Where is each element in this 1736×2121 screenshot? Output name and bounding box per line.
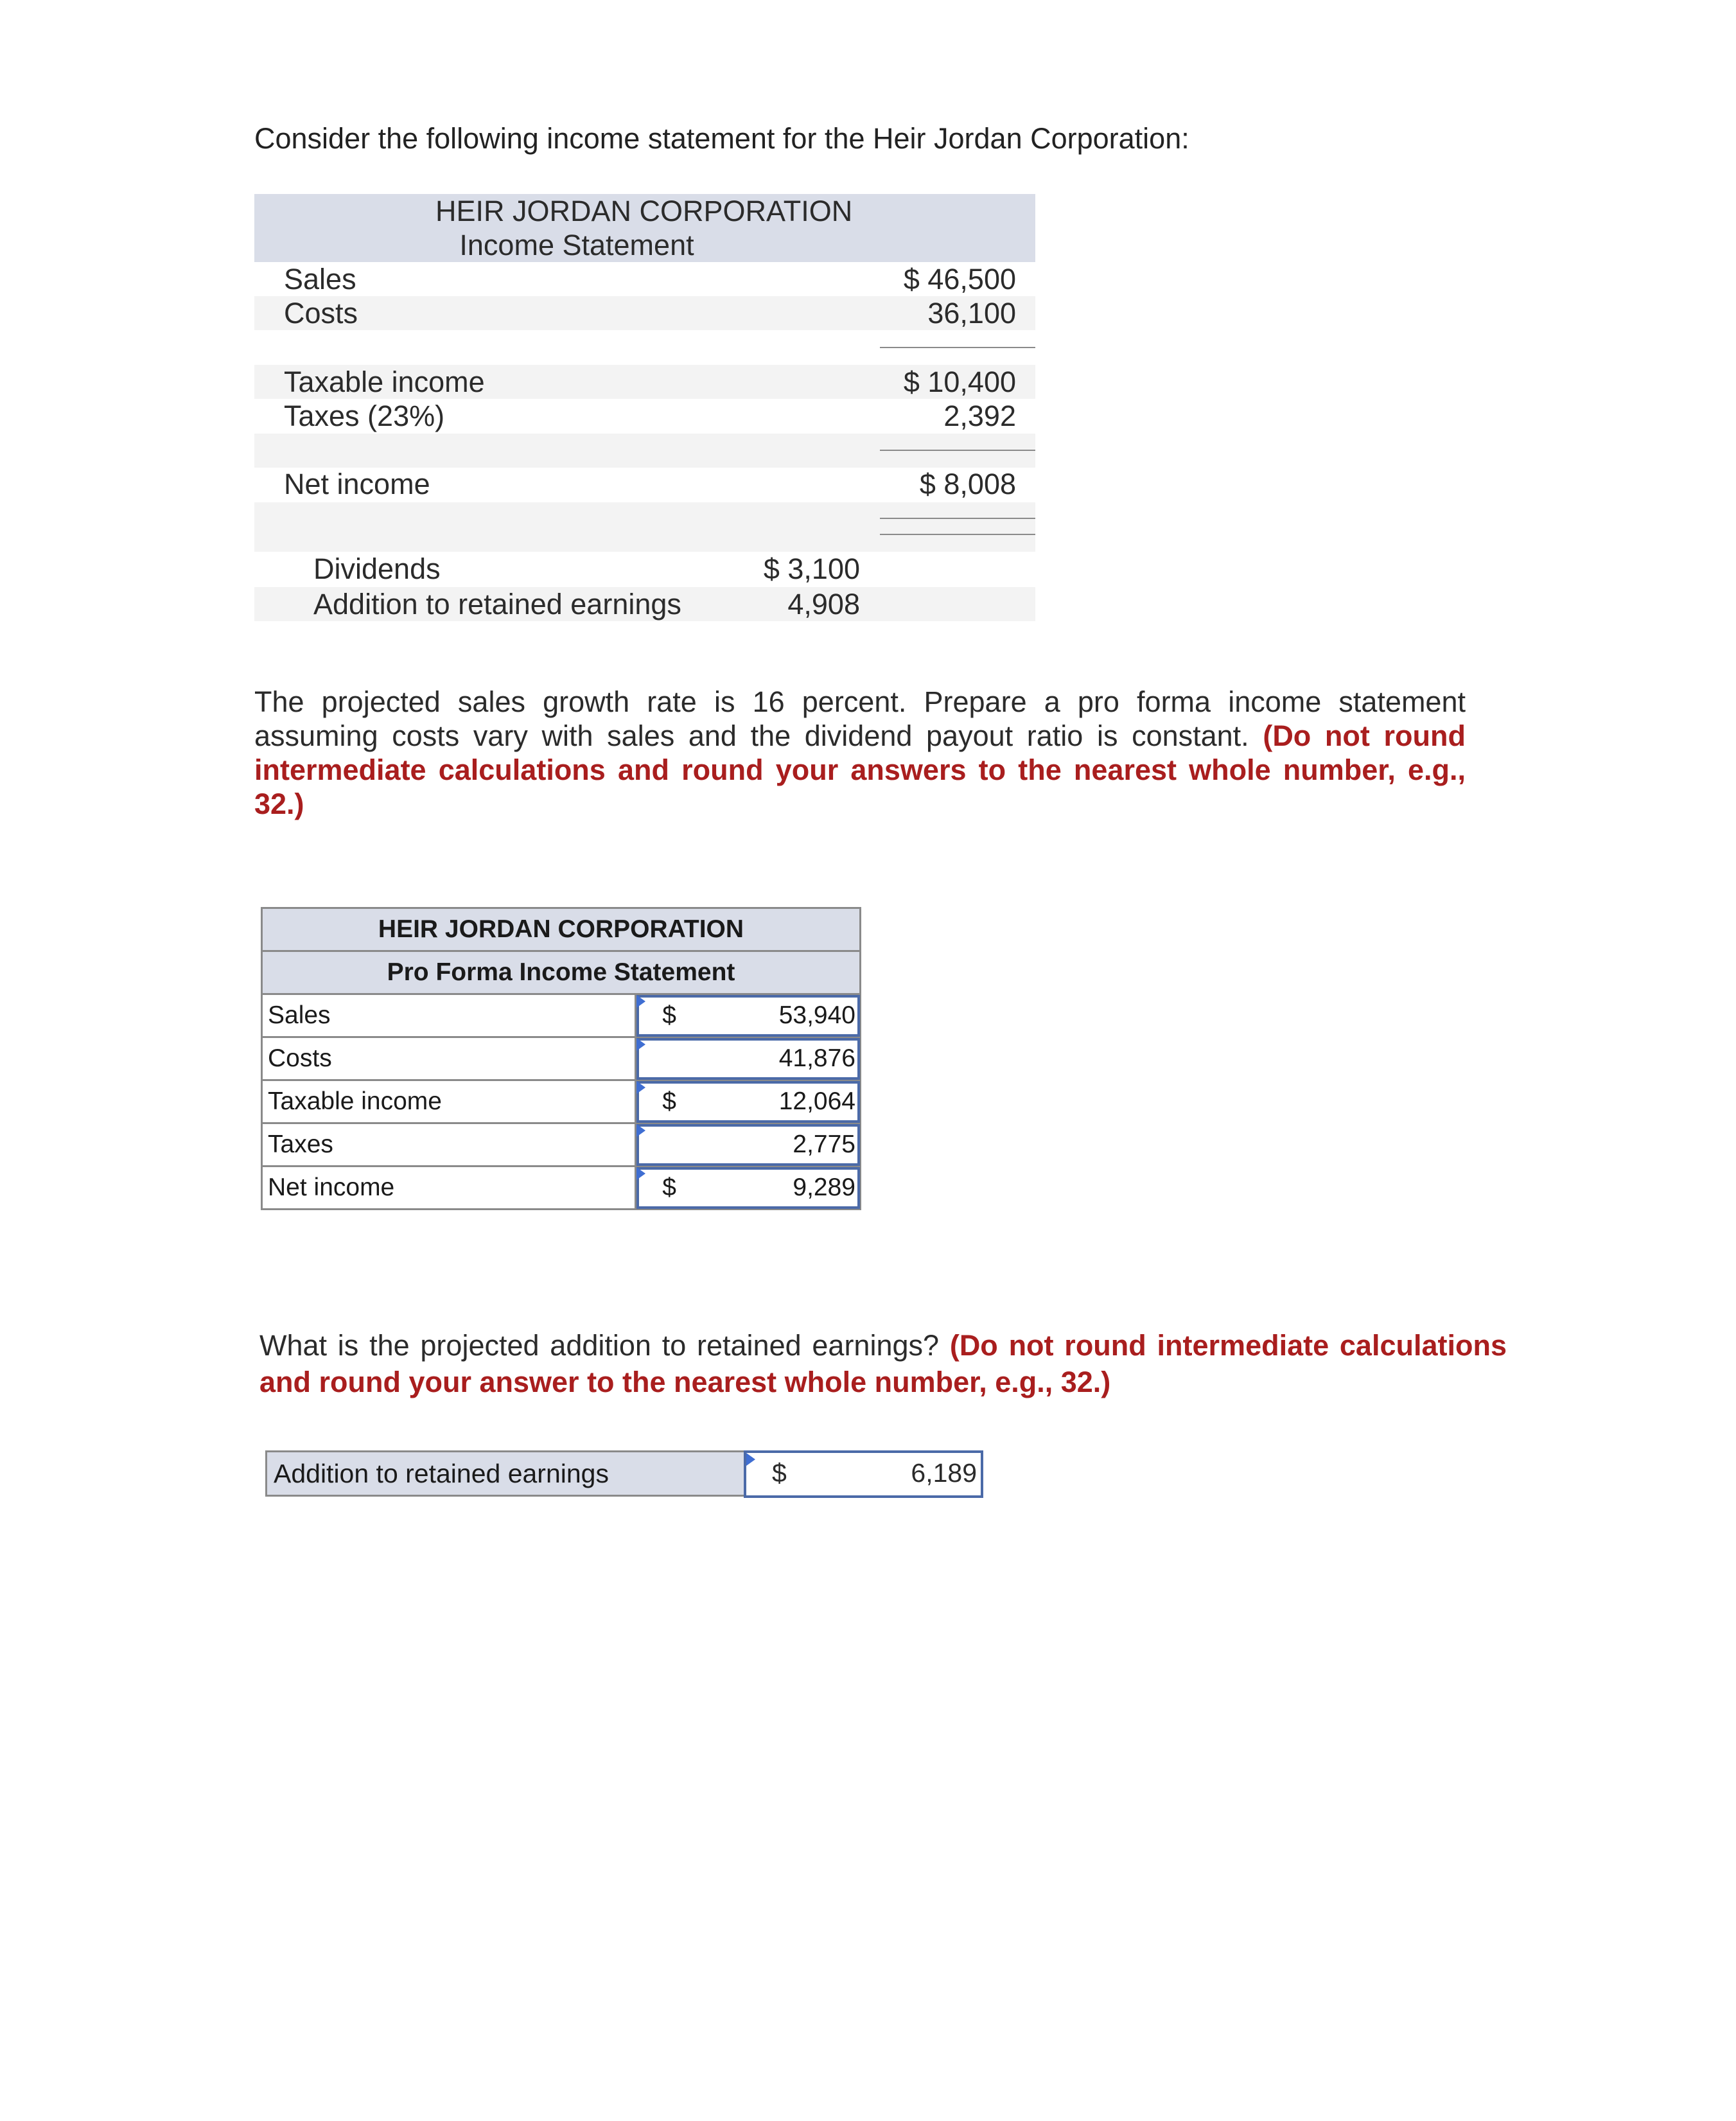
answer-value: 6,189 <box>911 1458 977 1488</box>
pro-forma-taxes-value: 2,775 <box>793 1131 855 1158</box>
question-body: What is the projected addition to retained earnings? <box>259 1329 940 1362</box>
table-row <box>262 1080 861 1123</box>
pro-forma-title: HEIR JORDAN CORPORATION <box>262 908 861 951</box>
question-instruction: (Do not round intermediate calculations and round your answer to the nearest whole number, e.g., 32.) <box>259 1329 1507 1398</box>
flag-marker-icon <box>636 1167 645 1180</box>
taxable-income-value: $ 10,400 <box>903 365 1016 398</box>
table-row <box>262 994 861 1037</box>
addition-retained-label: Addition to retained earnings <box>313 588 681 620</box>
problem-body: The projected sales growth rate is 16 percent. Prepare a pro forma income statement assuming costs vary with sales and the dividend payout ratio is constant. <box>254 685 1466 752</box>
row-stripe <box>254 296 1035 330</box>
pro-forma-taxes-label: Taxes <box>262 1123 636 1166</box>
costs-label: Costs <box>284 297 358 330</box>
net-income-label: Net income <box>284 468 430 500</box>
taxable-income-label: Taxable income <box>284 365 485 398</box>
pro-forma-sales-value: 53,940 <box>778 1001 855 1029</box>
dollar-sign: $ <box>772 1458 787 1488</box>
answer-label: Addition to retained earnings <box>265 1450 746 1497</box>
net-income-value: $ 8,008 <box>919 468 1016 500</box>
sales-value: $ 46,500 <box>903 263 1016 295</box>
pro-forma-costs-value: 41,876 <box>778 1044 855 1072</box>
income-statement-title: HEIR JORDAN CORPORATION <box>435 195 853 227</box>
pro-forma-net-income-input[interactable] <box>636 1166 861 1210</box>
pro-forma-table <box>261 907 861 1210</box>
income-statement-subtitle: Income Statement <box>459 229 694 261</box>
addition-retained-value: 4,908 <box>787 588 860 620</box>
addition-retained-earnings-input[interactable] <box>744 1450 983 1498</box>
table-row <box>262 1166 861 1210</box>
problem-instruction: (Do not round intermediate calculations and round your answers to the nearest whole number, e.g., 32.) <box>254 719 1466 820</box>
subtotal-rule <box>880 347 1035 348</box>
intro-text: Consider the following income statement for the Heir Jordan Corporation: <box>254 122 1189 155</box>
pro-forma-taxable-income-value: 12,064 <box>778 1087 855 1115</box>
answer-row <box>265 1450 978 1497</box>
question-text <box>259 1327 1507 1400</box>
costs-value: 36,100 <box>927 297 1016 330</box>
total-double-rule-top <box>880 518 1035 519</box>
table-row <box>262 1037 861 1080</box>
dollar-sign: $ <box>662 1087 676 1115</box>
table-row <box>262 1123 861 1166</box>
flag-marker-icon <box>636 1124 645 1137</box>
taxes-value: 2,392 <box>943 400 1016 432</box>
problem-text <box>254 685 1466 821</box>
pro-forma-net-income-label: Net income <box>262 1166 636 1210</box>
pro-forma-taxable-income-input[interactable] <box>636 1080 861 1123</box>
pro-forma-net-income-value: 9,289 <box>793 1174 855 1201</box>
flag-marker-icon <box>746 1453 755 1466</box>
pro-forma-subtitle: Pro Forma Income Statement <box>262 951 861 994</box>
subtotal-rule <box>880 450 1035 451</box>
pro-forma-sales-label: Sales <box>262 994 636 1037</box>
pro-forma-taxable-income-label: Taxable income <box>262 1080 636 1123</box>
flag-marker-icon <box>636 995 645 1008</box>
pro-forma-costs-input[interactable] <box>636 1037 861 1080</box>
total-double-rule-bottom <box>880 534 1035 535</box>
flag-marker-icon <box>636 1038 645 1051</box>
dividends-value: $ 3,100 <box>763 552 860 585</box>
dividends-label: Dividends <box>313 552 441 585</box>
taxes-label: Taxes (23%) <box>284 400 445 432</box>
flag-marker-icon <box>636 1081 645 1094</box>
pro-forma-sales-input[interactable] <box>636 994 861 1037</box>
sales-label: Sales <box>284 263 356 295</box>
pro-forma-taxes-input[interactable] <box>636 1123 861 1166</box>
pro-forma-costs-label: Costs <box>262 1037 636 1080</box>
dollar-sign: $ <box>662 1174 676 1201</box>
row-stripe <box>254 502 1035 552</box>
dollar-sign: $ <box>662 1001 676 1029</box>
